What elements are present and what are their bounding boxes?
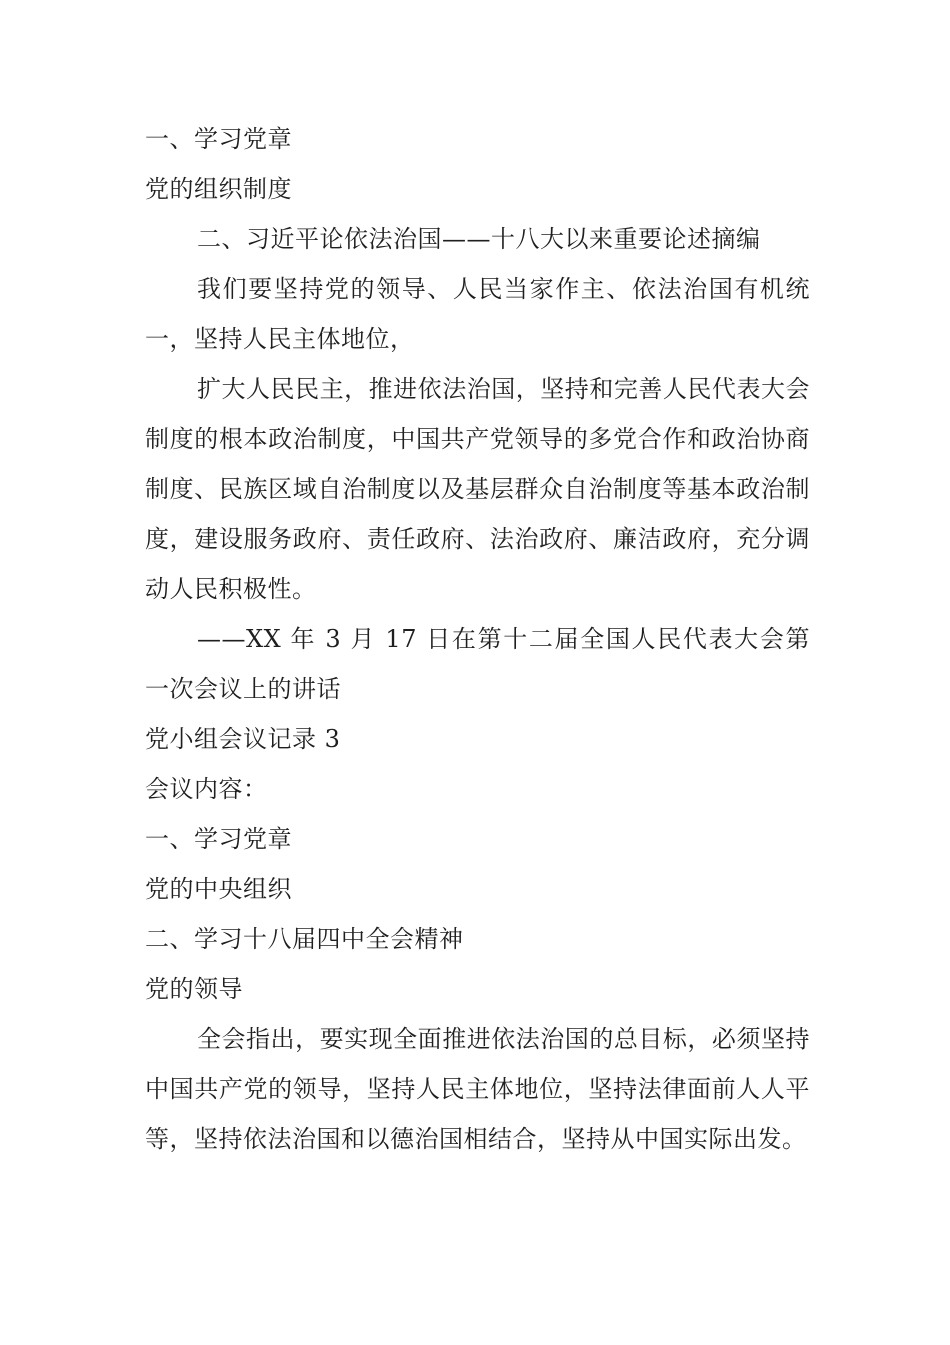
- document-body: [145, 114, 810, 1164]
- speech-source-citation: ——XX 年 3 月 17 日在第十二届全国人民代表大会第一次会议上的讲话: [145, 625, 810, 703]
- subheading-party-leadership: 党的领导: [145, 975, 243, 1003]
- section-heading-rule-of-law: 二、习近平论依法治国——十八大以来重要论述摘编: [197, 225, 761, 253]
- paragraph-party-leadership: 我们要坚持党的领导、人民当家作主、依法治国有机统一，坚持人民主体地位，: [145, 275, 810, 353]
- subheading-party-organization-system: 党的组织制度: [145, 175, 292, 203]
- section-heading-study-party-constitution-2: 一、学习党章: [145, 825, 292, 853]
- paragraph-expand-democracy: 扩大人民民主，推进依法治国，坚持和完善人民代表大会制度的根本政治制度，中国共产党领导的多党合作和政治协商制度、民族区域自治制度以及基层群众自治制度等基本政治制度，建设服务政府、责任政府、法治政府、廉洁政府，充分调动人民积极性。: [145, 375, 810, 603]
- section-heading-study-party-constitution: 一、学习党章: [145, 125, 292, 153]
- subheading-party-central-organization: 党的中央组织: [145, 875, 292, 903]
- meeting-content-label: 会议内容：: [145, 775, 268, 803]
- paragraph-plenary-conclusion: 全会指出，要实现全面推进依法治国的总目标，必须坚持中国共产党的领导，坚持人民主体地位，坚持法律面前人人平等，坚持依法治国和以德治国相结合，坚持从中国实际出发。: [145, 1025, 810, 1153]
- meeting-record-title: 党小组会议记录 3: [145, 725, 341, 753]
- section-heading-fourth-plenary: 二、学习十八届四中全会精神: [145, 925, 464, 953]
